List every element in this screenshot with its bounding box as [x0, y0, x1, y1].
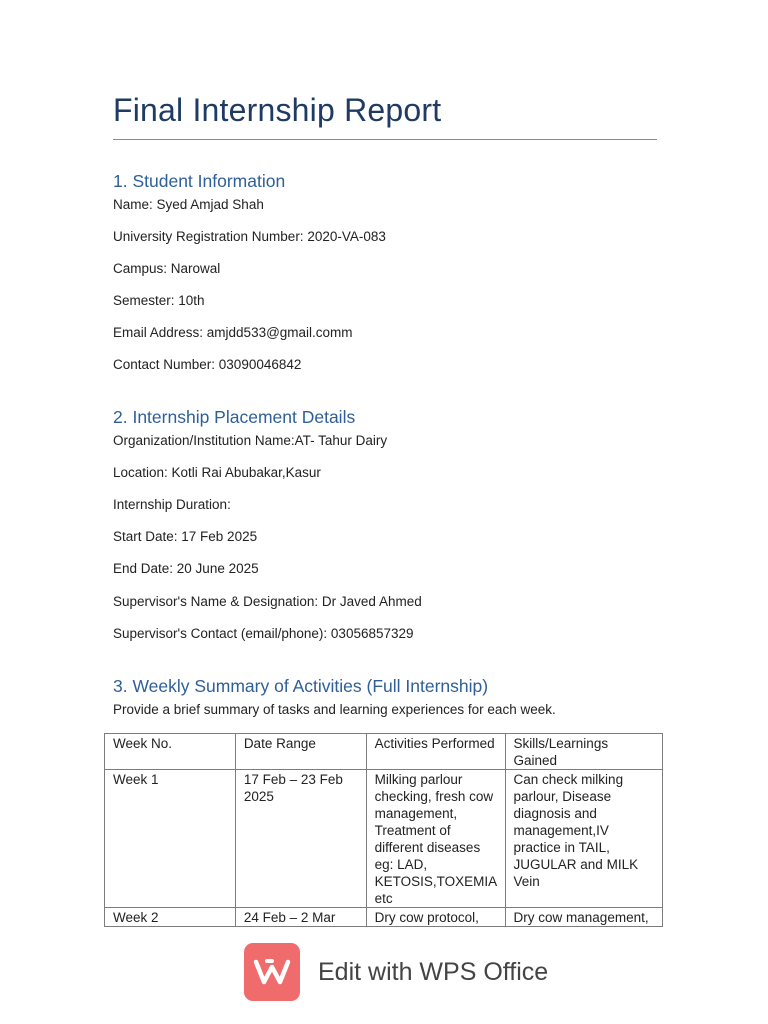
table-row — [105, 770, 663, 908]
header-date-range: Date Range — [235, 734, 366, 770]
organization-line: Organization/Institution Name:AT- Tahur Dairy — [113, 433, 388, 448]
cell-date-range: 24 Feb – 2 Mar — [235, 908, 366, 927]
document-title: Final Internship Report — [113, 92, 442, 128]
end-date-line: End Date: 20 June 2025 — [113, 561, 259, 576]
cell-date-range: 17 Feb – 23 Feb 2025 — [235, 770, 366, 908]
student-info-heading: 1. Student Information — [113, 171, 286, 191]
cell-week: Week 1 — [105, 770, 236, 908]
email-line: Email Address: amjdd533@gmail.comm — [113, 325, 353, 340]
cell-activities: Milking parlour checking, fresh cow management, Treatment of different diseases eg: LAD, KETOSIS,TOXEMIA etc — [366, 770, 505, 908]
placement-heading: 2. Internship Placement Details — [113, 407, 356, 427]
header-activities: Activities Performed — [366, 734, 505, 770]
registration-number-line: University Registration Number: 2020-VA-083 — [113, 229, 386, 244]
edit-with-wps-banner[interactable] — [244, 943, 548, 1001]
weekly-summary-heading: 3. Weekly Summary of Activities (Full Internship) — [113, 676, 489, 696]
weekly-activities-table — [104, 733, 663, 927]
table-header-row — [105, 734, 663, 770]
location-line: Location: Kotli Rai Abubakar,Kasur — [113, 465, 321, 480]
title-underline — [113, 139, 657, 140]
supervisor-name-line: Supervisor's Name & Designation: Dr Javed Ahmed — [113, 594, 422, 609]
campus-line: Campus: Narowal — [113, 261, 221, 276]
duration-line: Internship Duration: — [113, 497, 231, 512]
cell-activities: Dry cow protocol, — [366, 908, 505, 927]
wps-logo-icon — [244, 943, 300, 1001]
cell-skills: Dry cow management, — [505, 908, 662, 927]
header-skills: Skills/Learnings Gained — [505, 734, 662, 770]
header-week-no: Week No. — [105, 734, 236, 770]
cell-skills: Can check milking parlour, Disease diagnosis and management,IV practice in TAIL, JUGULAR and MILK Vein — [505, 770, 662, 908]
start-date-line: Start Date: 17 Feb 2025 — [113, 529, 258, 544]
table-row — [105, 908, 663, 927]
weekly-summary-intro: Provide a brief summary of tasks and learning experiences for each week. — [113, 702, 556, 717]
cell-week: Week 2 — [105, 908, 236, 927]
student-name-line: Name: Syed Amjad Shah — [113, 197, 264, 212]
contact-number-line: Contact Number: 03090046842 — [113, 357, 302, 372]
semester-line: Semester: 10th — [113, 293, 205, 308]
supervisor-contact-line: Supervisor's Contact (email/phone): 03056857329 — [113, 626, 414, 641]
wps-banner-text: Edit with WPS Office — [318, 957, 549, 986]
